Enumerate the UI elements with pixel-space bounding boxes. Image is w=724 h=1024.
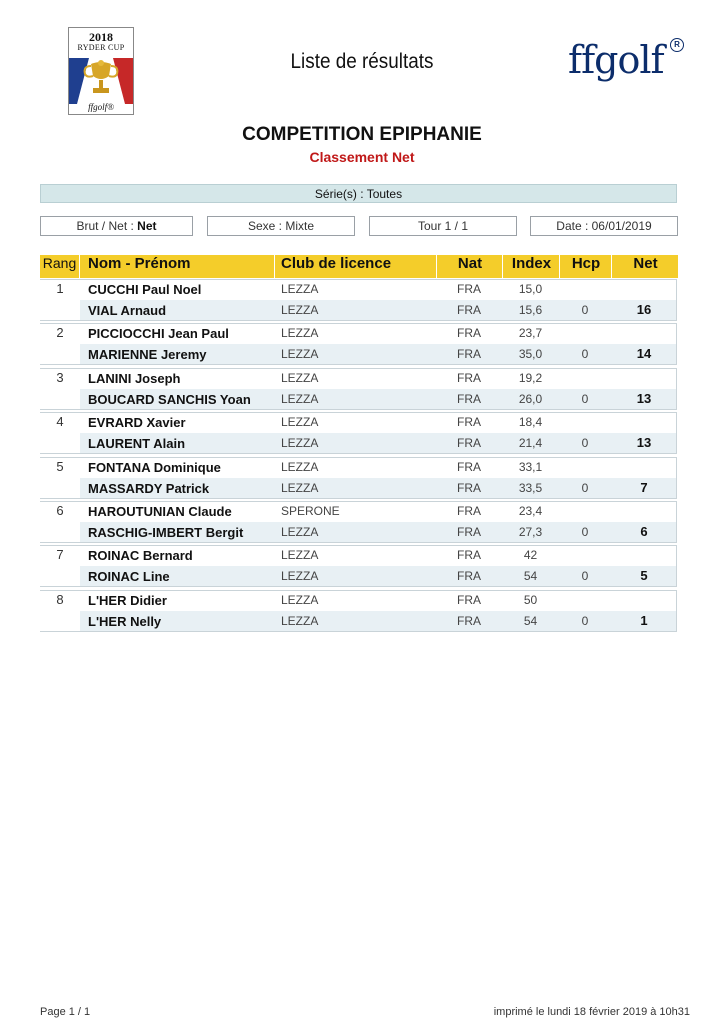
result-group [40,279,678,322]
player-club: LEZZA [281,303,319,317]
result-group [40,412,678,455]
player-club: LEZZA [281,592,319,607]
player-club: LEZZA [281,282,319,296]
player-club: LEZZA [281,415,319,430]
player-index: 33,1 [518,459,543,474]
player-nat: FRA [457,436,481,451]
player-club: SPERONE [281,504,340,518]
player-hcp: 0 [581,525,589,539]
player-hcp: 0 [581,436,589,451]
player-club: LEZZA [281,569,319,584]
player-name: EVRARD Xavier [88,415,186,431]
player-name: L'HER Didier [88,592,167,608]
date-box: Date : 06/01/2019 [530,216,678,236]
player-club: LEZZA [281,326,319,341]
rank-value: 1 [56,281,64,296]
rank-value: 8 [56,591,64,607]
rank-value: 6 [56,503,64,518]
player-index: 19,2 [518,370,543,385]
col-index: Index [502,255,560,278]
rank-value: 5 [56,458,64,474]
player-nat: FRA [457,282,481,296]
player-hcp: 0 [581,391,589,406]
player-club: LEZZA [281,347,319,362]
player-nat: FRA [457,569,481,584]
series-bar: Série(s) : Toutes [40,184,677,203]
registered-icon: R [670,38,684,52]
net-score: 6 [640,524,648,539]
net-score: 13 [636,435,652,451]
result-group [40,590,678,633]
player-nat: FRA [457,459,481,474]
player-name: LAURENT Alain [88,436,186,452]
player-nat: FRA [457,391,481,406]
player-nat: FRA [457,370,481,385]
net-score: 1 [640,612,648,628]
sexe-box: Sexe : Mixte [207,216,355,236]
net-score: 5 [640,568,648,584]
result-group [40,457,678,500]
net-score: 14 [636,346,652,362]
net-score: 16 [636,302,652,317]
player-index: 54 [523,613,538,628]
player-name: FONTANA Dominique [88,459,221,475]
trophy-icon [69,54,133,104]
player-index: 18,4 [518,415,543,430]
player-hcp: 0 [581,480,589,495]
player-nat: FRA [457,613,481,628]
player-name: VIAL Arnaud [88,303,167,318]
player-hcp: 0 [581,303,589,317]
logo-org: ffgolf® [88,102,114,112]
player-club: LEZZA [281,391,319,406]
col-net: Net [611,255,679,278]
result-group [40,545,678,588]
col-nat: Nat [436,255,503,278]
player-name: ROINAC Line [88,569,170,585]
ffgolf-logo: ffgolf [568,38,664,82]
brut-net-label: Brut / Net : [76,219,134,233]
table-header [40,255,678,278]
player-name: BOUCARD SANCHIS Yoan [88,391,251,407]
rank-value: 4 [56,414,64,430]
player-name: PICCIOCCHI Jean Paul [88,326,229,342]
player-name: RASCHIG-IMBERT Bergit [88,525,244,540]
page-number: Page 1 / 1 [40,1006,91,1018]
player-name: MASSARDY Patrick [88,480,210,496]
result-group [40,368,678,411]
competition-name: COMPETITION EPIPHANIE [242,124,482,145]
player-index: 42 [523,548,538,563]
col-rang: Rang [42,255,77,271]
player-name: L'HER Nelly [88,613,162,629]
col-club: Club de licence [274,255,436,278]
player-hcp: 0 [581,613,589,628]
brut-net-box [40,216,193,236]
player-index: 33,5 [518,480,543,495]
result-group [40,501,678,544]
player-nat: FRA [457,525,481,539]
player-nat: FRA [457,592,481,607]
player-club: LEZZA [281,613,319,628]
player-index: 26,0 [518,391,543,406]
player-nat: FRA [457,326,481,341]
player-name: HAROUTUNIAN Claude [88,504,232,519]
rank-value: 7 [56,547,64,563]
player-name: LANINI Joseph [88,370,181,386]
player-index: 27,3 [518,525,543,539]
player-nat: FRA [457,415,481,430]
net-score: 13 [636,390,652,406]
result-group [40,323,678,366]
player-index: 21,4 [518,436,543,451]
player-name: CUCCHI Paul Noel [88,282,202,297]
col-hcp: Hcp [559,255,612,278]
player-club: LEZZA [281,525,319,539]
player-index: 54 [523,569,538,584]
player-hcp: 0 [581,347,589,362]
logo-name: RYDER CUP [77,43,125,52]
player-index: 35,0 [518,347,543,362]
player-club: LEZZA [281,480,319,495]
rank-value: 3 [56,369,64,385]
brut-net-value: Net [137,219,157,233]
player-club: LEZZA [281,548,319,563]
rank-value: 2 [56,325,64,341]
player-nat: FRA [457,480,481,495]
player-index: 50 [523,592,538,607]
player-nat: FRA [457,303,481,317]
player-nat: FRA [457,548,481,563]
player-nat: FRA [457,504,481,518]
player-name: ROINAC Bernard [88,548,193,564]
player-index: 15,0 [518,282,543,296]
player-nat: FRA [457,347,481,362]
player-hcp: 0 [581,569,589,584]
player-club: LEZZA [281,459,319,474]
tour-box: Tour 1 / 1 [369,216,517,236]
player-index: 15,6 [518,303,543,317]
net-score: 7 [640,479,648,495]
player-name: MARIENNE Jeremy [88,347,207,363]
col-nom: Nom - Prénom [79,255,274,278]
print-date: imprimé le lundi 18 février 2019 à 10h31 [493,1006,690,1018]
player-club: LEZZA [281,436,319,451]
ryder-cup-logo [68,27,134,115]
player-index: 23,7 [518,326,543,341]
logo-year: 2018 [89,30,113,44]
player-club: LEZZA [281,370,319,385]
player-index: 23,4 [518,504,543,518]
classement-type: Classement Net [309,149,415,165]
page-title: Liste de résultats [290,50,434,73]
